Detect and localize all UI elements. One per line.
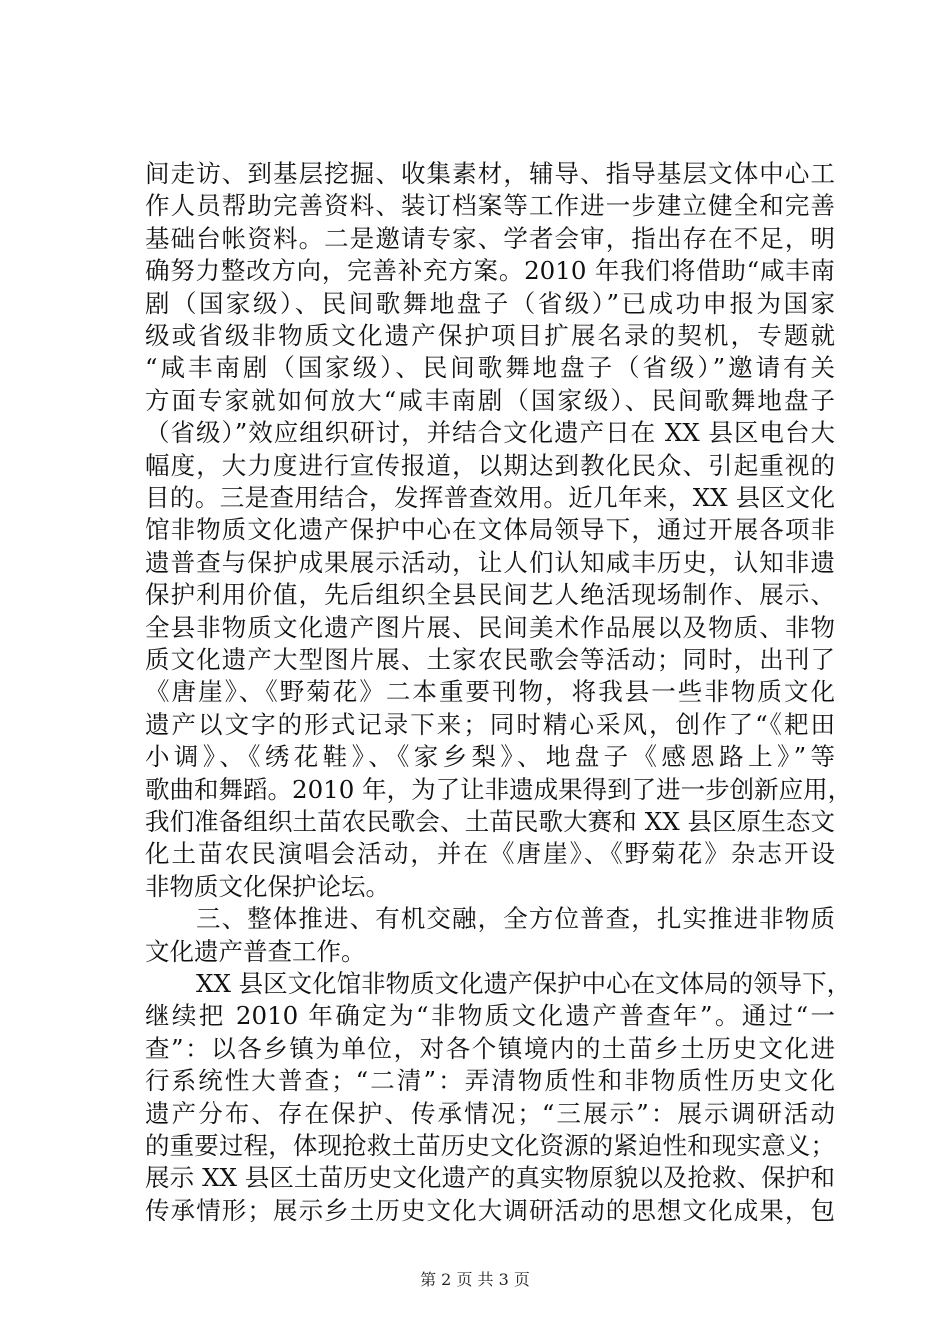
body-text-line: （省级）”效应组织研讨，并结合文化遗产日在 XX 县区电台大 [145, 418, 835, 448]
body-text-line: 非物质文化保护论坛。 [145, 871, 390, 901]
body-text-line: 质文化遗产大型图片展、土家农民歌会等活动；同时，出刊了 [145, 645, 835, 674]
body-text-line: 馆非物质文化遗产保护中心在文体局领导下，通过开展各项非 [145, 515, 835, 545]
body-text-line: 行系统性大普查；“二清”：弄清物质性和非物质性历史文化 [145, 1066, 835, 1096]
body-text-line: 确努力整改方向，完善补充方案。2010 年我们将借助“咸丰南 [145, 256, 835, 286]
body-text-line: 方面专家就如何放大“咸丰南剧（国家级）、民间歌舞地盘子 [145, 385, 835, 415]
body-text-line: 歌曲和舞蹈。2010 年，为了让非遗成果得到了进一步创新应用， [145, 774, 853, 804]
body-text-line: 化土苗农民演唱会活动，并在《唐崖》、《野菊花》杂志开设 [145, 839, 835, 869]
page-number-footer: 第 2 页 共 3 页 [420, 1270, 530, 1289]
section-heading-line: 文化遗产普查工作。 [145, 936, 366, 966]
body-text-line: 我们准备组织土苗农民歌会、土苗民歌大赛和 XX 县区原生态文 [145, 807, 835, 836]
body-text-line: 剧（国家级）、民间歌舞地盘子（省级）”已成功申报为国家 [145, 288, 835, 318]
body-text-line: 遗产分布、存在保护、传承情况；“三展示”：展示调研活动 [145, 1098, 835, 1128]
body-text-line: 传承情形；展示乡土历史文化大调研活动的思想文化成果，包 [145, 1195, 835, 1225]
section-heading-line: 三、整体推进、有机交融，全方位普查，扎实推进非物质 [196, 904, 835, 934]
body-text-line: 目的。三是查用结合，发挥普查效用。近几年来，XX 县区文化 [145, 483, 835, 512]
body-text-line: “咸丰南剧（国家级）、民间歌舞地盘子（省级）”邀请有关 [145, 353, 835, 383]
body-text-line: 全县非物质文化遗产图片展、民间美术作品展以及物质、非物 [145, 612, 835, 642]
body-text-line: 级或省级非物质文化遗产保护项目扩展名录的契机，专题就 [145, 321, 835, 350]
body-text-line: 遗普查与保护成果展示活动，让人们认知咸丰历史，认知非遗 [145, 547, 835, 577]
body-text-line: 幅度，大力度进行宣传报道，以期达到教化民众、引起重视的 [145, 450, 835, 480]
body-text-line: 展示 XX 县区土苗历史文化遗产的真实物原貌以及抢救、保护和 [145, 1163, 835, 1193]
body-text-line: XX 县区文化馆非物质文化遗产保护中心在文体局的领导下， [196, 969, 852, 998]
body-text-line: 间走访、到基层挖掘、收集素材，辅导、指导基层文体中心工 [145, 159, 835, 188]
body-text-line: 的重要过程，体现抢救土苗历史文化资源的紧迫性和现实意义； [145, 1131, 835, 1160]
body-text-line: 小调》、《绣花鞋》、《家乡梨》、地盘子《感恩路上》”等 [145, 742, 835, 772]
body-text-line: 保护利用价值，先后组织全县民间艺人绝活现场制作、展示、 [145, 580, 835, 610]
body-text-line: 《唐崖》、《野菊花》二本重要刊物，将我县一些非物质文化 [145, 677, 835, 707]
body-text-line: 基础台帐资料。二是邀请专家、学者会审，指出存在不足，明 [145, 223, 835, 253]
body-text-line: 查”：以各乡镇为单位，对各个镇境内的土苗乡土历史文化进 [145, 1033, 835, 1063]
body-text-line: 作人员帮助完善资料、装订档案等工作进一步建立健全和完善 [145, 191, 835, 221]
body-text-line: 继续把 2010 年确定为“非物质文化遗产普查年”。通过“一 [145, 1001, 835, 1031]
body-text-line: 遗产以文字的形式记录下来；同时精心采风，创作了“《耙田 [145, 709, 835, 739]
